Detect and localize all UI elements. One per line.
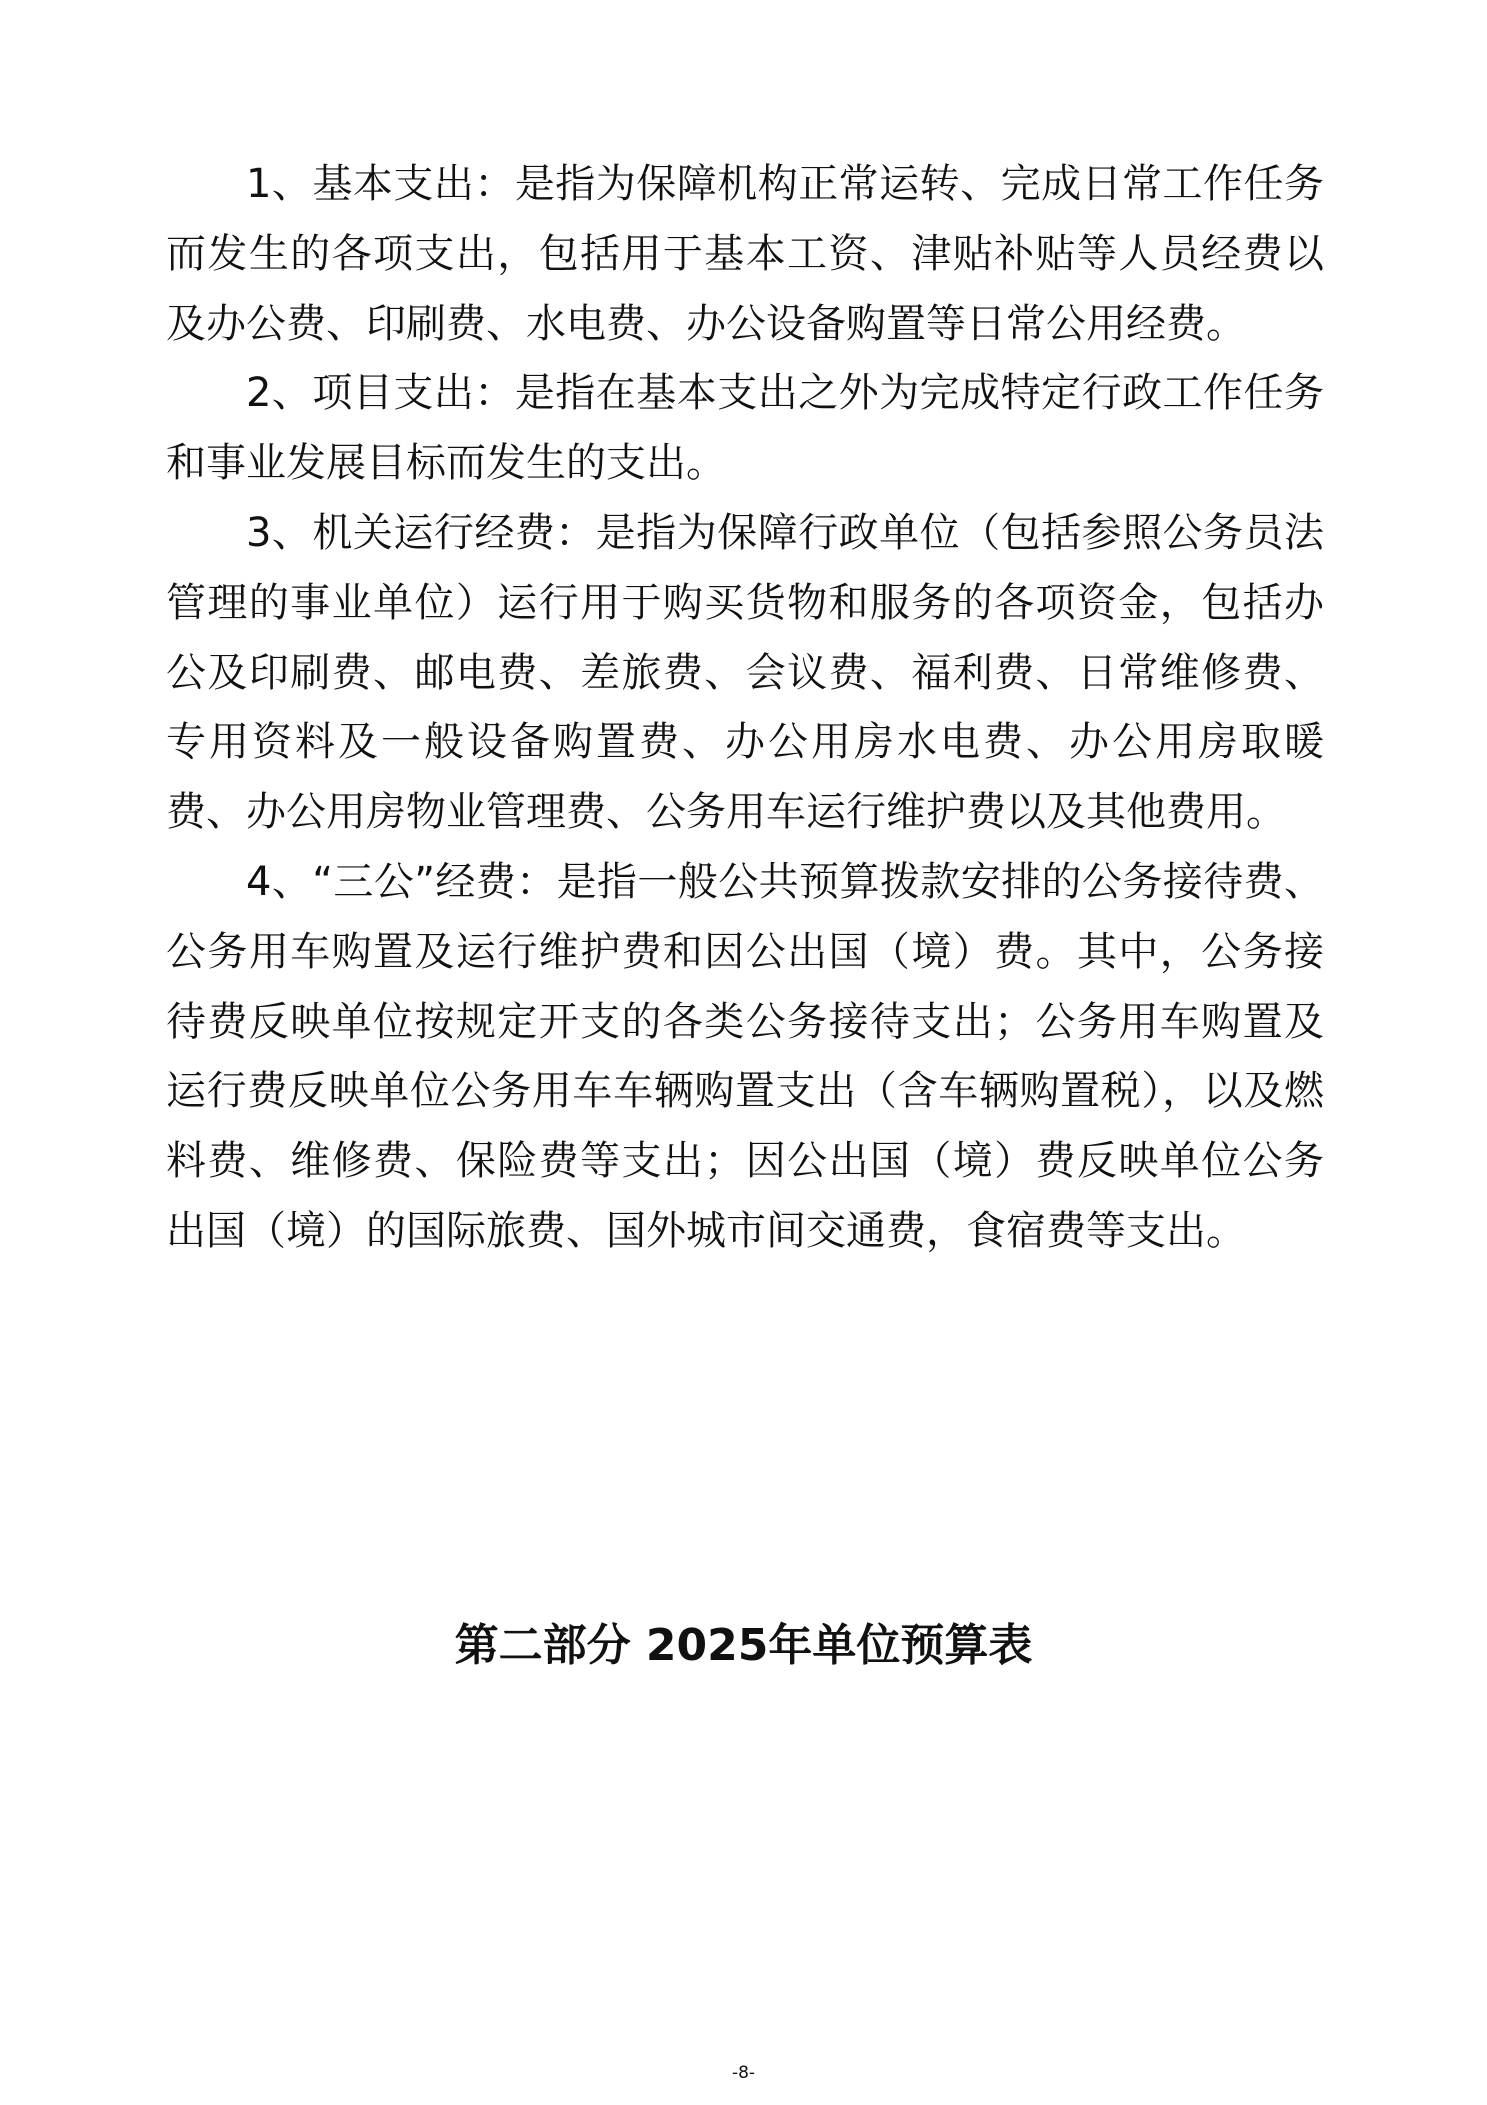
paragraph-operating-funds: 3、机关运行经费：是指为保障行政单位（包括参照公务员法管理的事业单位）运行用于购买货物和服务的各项资金，包括办公及印刷费、邮电费、差旅费、会议费、福利费、日常维修费、专用资料及一般设备购置费、办公用房水电费、办公用房取暖费、办公用房物业管理费、公务用车运行维护费以及其他费用。 xyxy=(166,509,1324,836)
paragraph-basic-expenditure: 1、基本支出：是指为保障机构正常运转、完成日常工作任务而发生的各项支出，包括用于基本工资、津贴补贴等人员经费以及办公费、印刷费、水电费、办公设备购置等日常公用经费。 xyxy=(166,161,1324,347)
paragraph-project-expenditure: 2、项目支出：是指在基本支出之外为完成特定行政工作任务和事业发展目标而发生的支出。 xyxy=(166,370,1324,487)
section-heading: 第二部分 2025年单位预算表 xyxy=(454,1620,1033,1671)
page-number: -8- xyxy=(731,2063,756,2083)
body-text xyxy=(166,150,1324,1267)
paragraph-three-public-funds: 4、“三公”经费：是指一般公共预算拨款安排的公务接待费、公务用车购置及运行维护费和因公出国（境）费。其中，公务接待费反映单位按规定开支的各类公务接待支出；公务用车购置及运行费反映单位公务用车车辆购置支出（含车辆购置税），以及燃料费、维修费、保险费等支出；因公出国（境）费反映单位公务出国（境）的国际旅费、国外城市间交通费，食宿费等支出。 xyxy=(166,858,1324,1254)
